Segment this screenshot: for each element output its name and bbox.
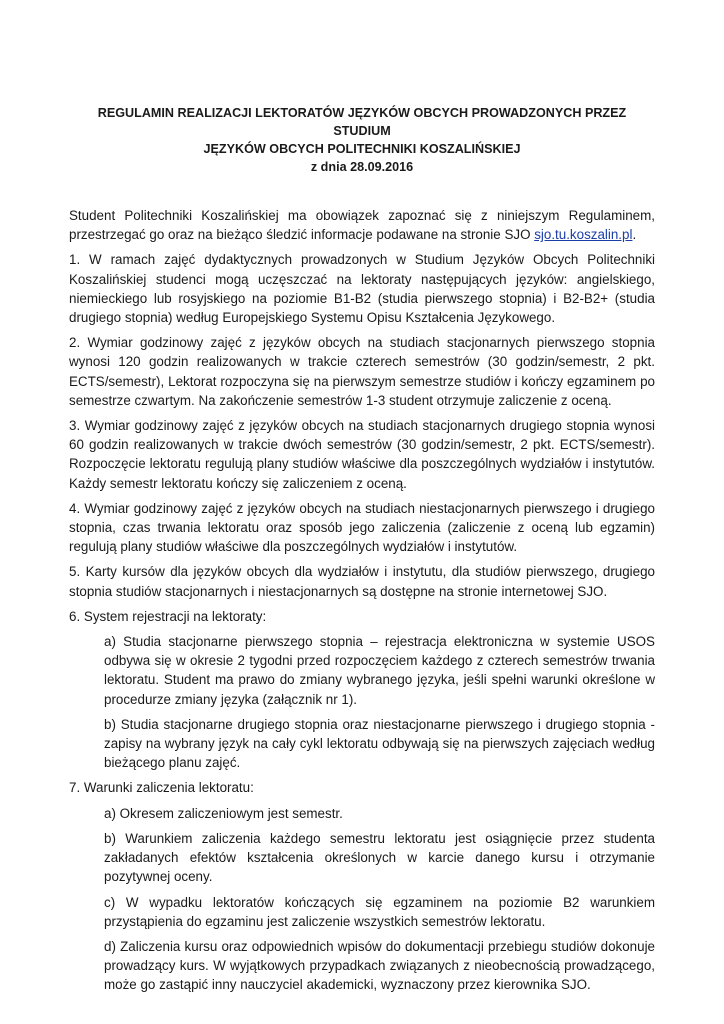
section-1-paragraph: 1. W ramach zajęć dydaktycznych prowadzonych w Studium Języków Obcych Politechniki Koszalińskiej studenci mogą uczęszczać na lektoraty następujących języków: angielskiego, niemieckiego lub rosyjskiego na poziomie B1-B2 (studia pierwszego stopnia) i B2-B2+ (studia drugiego stopnia) według Europejskiego Systemu Opisu Kształcenia Językowego.	[69, 252, 655, 326]
intro-paragraph	[69, 206, 655, 244]
title-line-2: JĘZYKÓW OBCYCH POLITECHNIKI KOSZALIŃSKIEJ	[203, 142, 521, 156]
section-7a-paragraph: a) Okresem zaliczeniowym jest semestr.	[104, 805, 343, 821]
intro-text: Student Politechniki Koszalińskiej ma obowiązek zapoznać się z niniejszym Regulaminem, przestrzegać go oraz na bieżąco śledzić informacje podawane na stronie SJO	[69, 208, 655, 243]
section-6-heading: 6. System rejestracji na lektoraty:	[69, 608, 267, 624]
section-7b-paragraph: b) Warunkiem zaliczenia każdego semestru lektoratu jest osiągnięcie przez studenta zakładanych efektów kształcenia określonych w karcie danego kursu i otrzymanie pozytywnej oceny.	[104, 830, 655, 885]
title-spacer	[69, 176, 655, 206]
title-line-1: REGULAMIN REALIZACJI LEKTORATÓW JĘZYKÓW OBCYCH PROWADZONYCH PRZEZ STUDIUM	[97, 106, 627, 138]
title-date: z dnia 28.09.2016	[310, 160, 414, 174]
section-7d-paragraph: d) Zaliczenia kursu oraz odpowiednich wpisów do dokumentacji przebiegu studiów dokonuje prowadzący kurs. W wyjątkowych przypadkach związanych z nieobecnością prowadzącego, może go zastąpić inny nauczyciel akademicki, wyznaczony przez kierownika SJO.	[104, 938, 655, 993]
section-3-paragraph: 3. Wymiar godzinowy zajęć z języków obcych na studiach stacjonarnych drugiego stopnia wynosi 60 godzin realizowanych w trakcie dwóch semestrów (30 godzin/semestr, 2 pkt. ECTS/semestr). Rozpoczęcie lektoratu regulują plany studiów właściwe dla poszczególnych wydziałów i instytutów. Każdy semestr lektoratu kończy się zaliczeniem z oceną.	[69, 418, 655, 491]
section-5-paragraph: 5. Karty kursów dla języków obcych dla wydziałów i instytutu, dla studiów pierwszego, drugiego stopnia studiów stacjonarnych i niestacjonarnych są dostępne na stronie internetowej SJO.	[69, 564, 655, 599]
section-7c-paragraph: c) W wypadku lektoratów kończących się egzaminem na poziomie B2 warunkiem przystąpienia do egzaminu jest zaliczenie wszystkich semestrów lektoratu.	[104, 894, 655, 929]
section-2-paragraph: 2. Wymiar godzinowy zajęć z języków obcych na studiach stacjonarnych pierwszego stopnia wynosi 120 godzin realizowanych w trakcie czterech semestrów (30 godzin/semestr, 2 pkt. ECTS/semestr), Lektorat rozpoczyna się na pierwszym semestrze studiów i kończy egzaminem po semestrze czwartym. Na zakończenie semestrów 1-3 student otrzymuje zaliczenie z oceną.	[69, 335, 655, 408]
section-6a-paragraph: a) Studia stacjonarne pierwszego stopnia – rejestracja elektroniczna w systemie USOS odbywa się w okresie 2 tygodni przed rozpoczęciem każdego z czterech semestrów trwania lektoratu. Student ma prawo do zmiany wybranego języka, jeśli spełni warunki określone w procedurze zmiany języka (załącznik nr 1).	[104, 634, 655, 707]
document-title	[69, 104, 655, 176]
section-7-heading: 7. Warunki zaliczenia lektoratu:	[69, 780, 254, 796]
intro-end: .	[632, 227, 637, 243]
document-body	[69, 104, 655, 1001]
sjo-website-link[interactable]: sjo.tu.koszalin.pl	[534, 227, 633, 243]
section-6b-paragraph: b) Studia stacjonarne drugiego stopnia oraz niestacjonarne pierwszego i drugiego stopnia - zapisy na wybrany język na cały cykl lektoratu odbywają się na pierwszych zajęciach według bieżącego planu zajęć.	[104, 716, 655, 771]
section-4-paragraph: 4. Wymiar godzinowy zajęć z języków obcych na studiach niestacjonarnych pierwszego i drugiego stopnia, czas trwania lektoratu oraz sposób jego zaliczenia (zaliczenie z oceną lub egzamin) regulują plany studiów właściwe dla poszczególnych wydziałów i instytutów.	[69, 500, 655, 555]
